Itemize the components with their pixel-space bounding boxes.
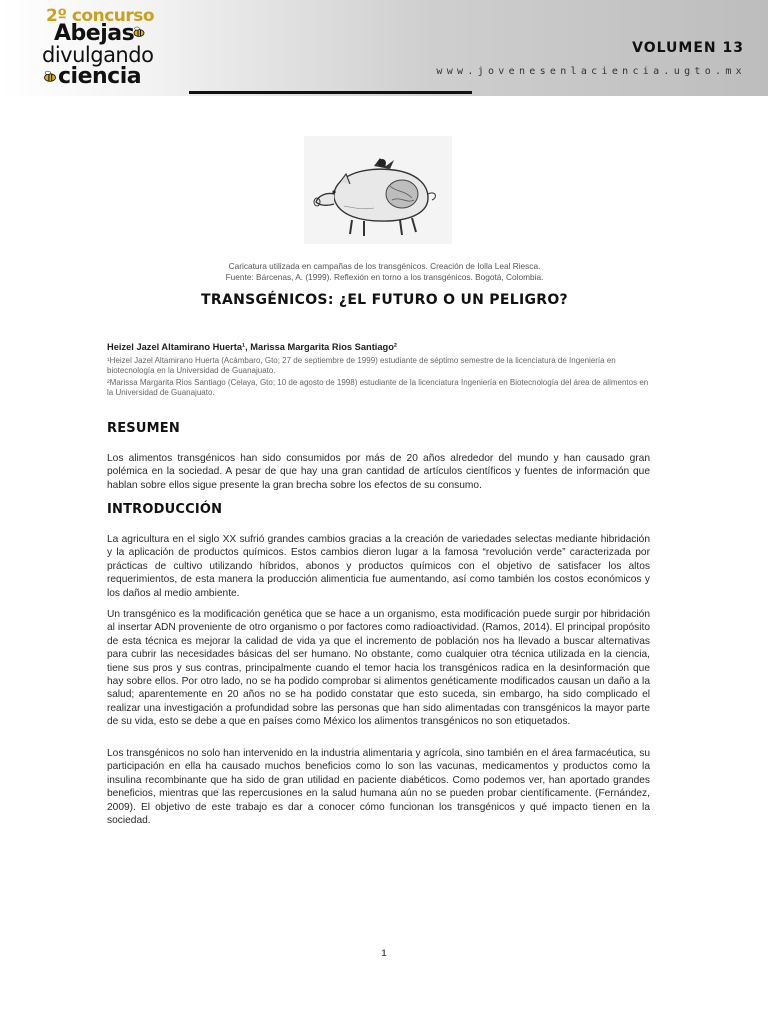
resumen-paragraph: Los alimentos transgénicos han sido consumidos por más de 20 años alrededor del mundo y han causado gran polémica en la sociedad. A pesar de que hay una gran cantidad de artículos científicos y fuentes de información que hablan sobre ellos sigue presente la gran brecha sobre los efectos de su consumo.	[107, 453, 650, 491]
intro-paragraph-1: La agricultura en el siglo XX sufrió grandes cambios gracias a la creación de variedades selectas mediante hibridación y la aplicación de productos químicos. Estos cambios dieron lugar a la famosa “revolución verde” caracterizada por prácticas de cultivo utilizando híbridos, abonos y productos químicos con el objetivo de satisfacer los altos requerimientos, de esta manera la producción alimenticia fue aumentando, así como también los costos económicos y los daños al medio ambiente.	[107, 534, 650, 599]
contest-logo	[40, 6, 190, 92]
logo-abejas: Abejas	[54, 21, 135, 46]
header-divider	[189, 91, 472, 94]
page-number: 1	[381, 948, 387, 958]
bee-icon	[42, 70, 58, 83]
affiliation-1: ¹Heizel Jazel Altamirano Huerta (Acámbaro, Gto; 27 de septiembre de 1999) estudiante de séptimo semestre de la licenciatura de Ingeniería en biotecnología en la Universidad de Guanajuato.	[107, 356, 616, 375]
introduccion-heading: INTRODUCCIÓN	[107, 502, 223, 517]
affiliation-2: ²Marissa Margarita Rios Santiago (Celaya, Gto; 10 de agosto de 1998) estudiante de la licenciatura Ingeniería en Biotecnología del área de alimentos en la Universidad de Guanajuato.	[107, 378, 649, 397]
figure-caption	[107, 261, 662, 282]
intro-paragraph-2: Un transgénico es la modificación genética que se hace a un organismo, esta modificación puede surgir por hibridación al insertar ADN proveniente de otro organismo o por factores como radioactividad. (Ramos, 2014). El principal propósito de esta técnica es mejorar la calidad de vida ya que el incremento de población nos ha llevado a buscar alternativas para cubrir las necesidades básicas del ser humano. No obstante, como cualquier otra técnica utilizada en la ciencia, tiene sus pros y sus contras, principalmente cuando el temor hacia los transgénicos radica en la desinformación que hay sobre ellos. Por otro lado, no se ha podido comprobar si alimentos genéticamente modificados causan un daño a la salud; aparentemente en 20 años no se ha podido constatar que esto suceda, sin embargo, ha sido complicado el realizar una investigación a profundidad sobre las personas que han sido alimentadas con transgénicos la mayor parte de su vida, esto se debe a que en países como México los alimentos transgénicos no son etiquetados.	[107, 609, 650, 728]
article-title: TRANSGÉNICOS: ¿EL FUTURO O UN PELIGRO?	[201, 292, 568, 308]
volume-label: VOLUMEN 13	[632, 40, 744, 56]
page-header	[0, 0, 768, 96]
figure-caption-line: Caricatura utilizada en campañas de los transgénicos. Creación de Iolla Leal Riesca.	[228, 261, 541, 271]
bee-icon	[132, 26, 146, 38]
logo-contest-label: 2º concurso	[46, 6, 155, 26]
pig-cartoon-illustration	[304, 136, 452, 244]
figure-caption-source: Fuente: Bárcenas, A. (1999). Reflexión en torno a los transgénicos. Bogotá, Colombia.	[225, 271, 544, 282]
authors-line: Heizel Jazel Altamirano Huerta¹, Marissa Margarita Rios Santiago²	[107, 342, 398, 352]
logo-divulgando: divulgando	[42, 43, 154, 67]
resumen-heading: RESUMEN	[107, 421, 180, 436]
website-url: www.jovenesenlaciencia.ugto.mx	[436, 66, 746, 77]
intro-paragraph-3: Los transgénicos no solo han intervenido en la industria alimentaria y agrícola, sino también en el área farmacéutica, su participación en ella ha causado muchos beneficios como lo son las vacunas, medicamentos y productos como la insulina recombinante que ha sido de gran utilidad en paciente diabéticos. Como podemos ver, han aportado grandes beneficios, mientras que las repercusiones en la salud humana aún no se pueden probar científicamente. (Fernández, 2009). El objetivo de este trabajo es dar a conocer cómo funcionan los transgénicos y qué impacto tienen en la sociedad.	[107, 748, 650, 827]
logo-ciencia: ciencia	[58, 64, 142, 89]
